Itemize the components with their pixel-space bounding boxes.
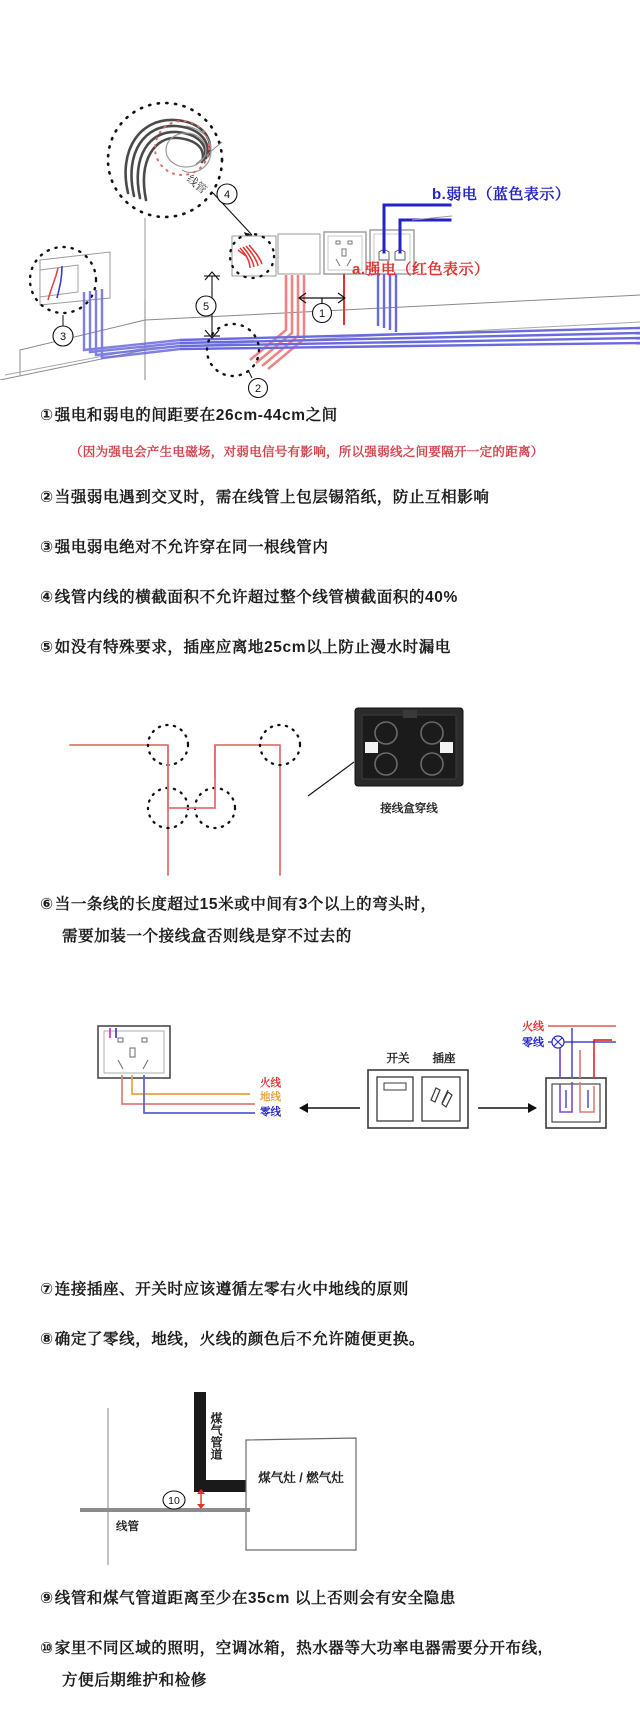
room-wiring-diagram xyxy=(0,30,640,380)
conduit-label: 线管 xyxy=(116,1521,139,1533)
callout-1-badge-label xyxy=(309,300,335,326)
gas-pipe-clearance-diagram xyxy=(60,1390,560,1570)
gas-pipe-label: 煤气管道 xyxy=(209,1412,223,1460)
rule-10-line2: 方便后期维护和检修 xyxy=(62,1672,207,1690)
rule-2 xyxy=(40,486,620,510)
conduit-cross-section-illustration xyxy=(108,103,222,217)
ground-wire-label: 地线 xyxy=(260,1091,281,1103)
socket-switch-wiring-diagram xyxy=(60,1020,620,1160)
rule-10-number: ⑩ xyxy=(40,1640,54,1658)
rule-1-text: 强电和弱电的间距要在26cm-44cm之间 xyxy=(54,407,338,424)
callout-4-label: 4 xyxy=(223,189,231,201)
rule-5 xyxy=(40,636,620,660)
rule-6-line1 xyxy=(40,893,620,917)
rule-5-number: ⑤ xyxy=(40,639,54,657)
rule-6-number: ⑥ xyxy=(40,896,54,913)
rule-10-text: 家里不同区域的照明，空调冰箱，热水器等大功率电器需要分开布线, xyxy=(54,1640,543,1658)
rule-8 xyxy=(40,1328,620,1352)
callout-3-label: 3 xyxy=(59,331,67,343)
legend-strong-current: a.强电（红色表示） xyxy=(352,261,490,278)
callout-4 xyxy=(213,184,252,240)
junction-box-diagram xyxy=(50,700,510,880)
junction-box-caption: 接线盒穿线 xyxy=(380,803,438,815)
switch-label: 开关 xyxy=(386,1053,410,1065)
conduit-line xyxy=(80,1508,250,1512)
rule-1-number: ① xyxy=(40,407,54,424)
left-socket-face xyxy=(98,1026,255,1113)
rules-group-bottom-1 xyxy=(40,1278,620,1352)
right-arrow xyxy=(478,1103,537,1113)
switch-socket-panel xyxy=(368,1070,468,1128)
rule-10-line1 xyxy=(40,1637,620,1661)
callout-10-badge xyxy=(163,1491,185,1509)
rule-4-number: ④ xyxy=(40,589,54,607)
gas-pipe xyxy=(194,1392,252,1492)
rule-1-note: （因为强电会产生电磁场，对弱电信号有影响，所以强弱线之间要隔开一定的距离） xyxy=(70,445,544,460)
svg-text:1: 1 xyxy=(318,308,326,320)
rule-2-number: ② xyxy=(40,489,54,507)
callout-5-label: 5 xyxy=(202,301,210,313)
rule-5-text: 如没有特殊要求，插座应离地25cm以上防止漫水时漏电 xyxy=(54,639,451,657)
rule-7 xyxy=(40,1278,620,1302)
rule-3 xyxy=(40,536,620,560)
callout-2-badge-label xyxy=(245,375,271,401)
neutral-wire-label: 零线 xyxy=(260,1106,281,1118)
rule-9-text: 线管和煤气管道距离至少在35cm 以上否则会有安全隐患 xyxy=(54,1590,456,1607)
rule-8-text: 确定了零线，地线，火线的颜色后不允许随便更换。 xyxy=(54,1331,426,1349)
rules-group-bottom-2 xyxy=(40,1587,620,1693)
rule-1 xyxy=(40,404,620,428)
rule-4-text: 线管内线的横截面积不允许超过整个线管横截面积的40% xyxy=(54,589,458,607)
left-arrow xyxy=(299,1103,360,1113)
legend-weak-current: b.弱电（蓝色表示） xyxy=(432,186,571,203)
rule-9-number: ⑨ xyxy=(40,1590,54,1607)
stove-label: 煤气灶 / 燃气灶 xyxy=(258,1471,344,1485)
callout-2 xyxy=(207,324,259,378)
rule-6-text: 当一条线的长度超过15米或中间有3个以上的弯头时， xyxy=(54,896,437,913)
weak-current-conduit-right xyxy=(378,274,396,332)
rule-3-number: ③ xyxy=(40,539,54,557)
left-switch-box xyxy=(40,252,110,305)
live-wire-label: 火线 xyxy=(260,1077,281,1089)
svg-text:2: 2 xyxy=(254,383,262,395)
callout-5 xyxy=(196,296,216,316)
rule-2-text: 当强弱电遇到交叉时，需在线管上包层锡箔纸，防止互相影响 xyxy=(54,489,490,507)
pipe-label: 线管 xyxy=(184,173,209,197)
rule-7-number: ⑦ xyxy=(40,1281,54,1298)
rule-6-line2: 需要加装一个接线盒否则线是穿不过去的 xyxy=(62,928,352,946)
neutral-wire-label-right: 零线 xyxy=(522,1037,544,1049)
stove-box xyxy=(246,1438,356,1550)
rule-4 xyxy=(40,586,620,610)
junction-box-leader xyxy=(308,762,354,796)
rules-group-top xyxy=(40,404,620,660)
rule-8-number: ⑧ xyxy=(40,1331,54,1349)
socket-label: 插座 xyxy=(432,1053,456,1065)
strong-current-conduit xyxy=(250,275,304,369)
rule-9 xyxy=(40,1587,620,1611)
junction-box-photo xyxy=(355,708,463,786)
svg-text:10: 10 xyxy=(168,1495,180,1507)
live-wire-label-right: 火线 xyxy=(522,1021,544,1033)
rules-group-mid xyxy=(40,893,620,949)
rule-3-text: 强电弱电绝对不允许穿在同一根线管内 xyxy=(54,539,329,557)
rule-7-text: 连接插座、开关时应该遵循左零右火中地线的原则 xyxy=(54,1281,409,1298)
